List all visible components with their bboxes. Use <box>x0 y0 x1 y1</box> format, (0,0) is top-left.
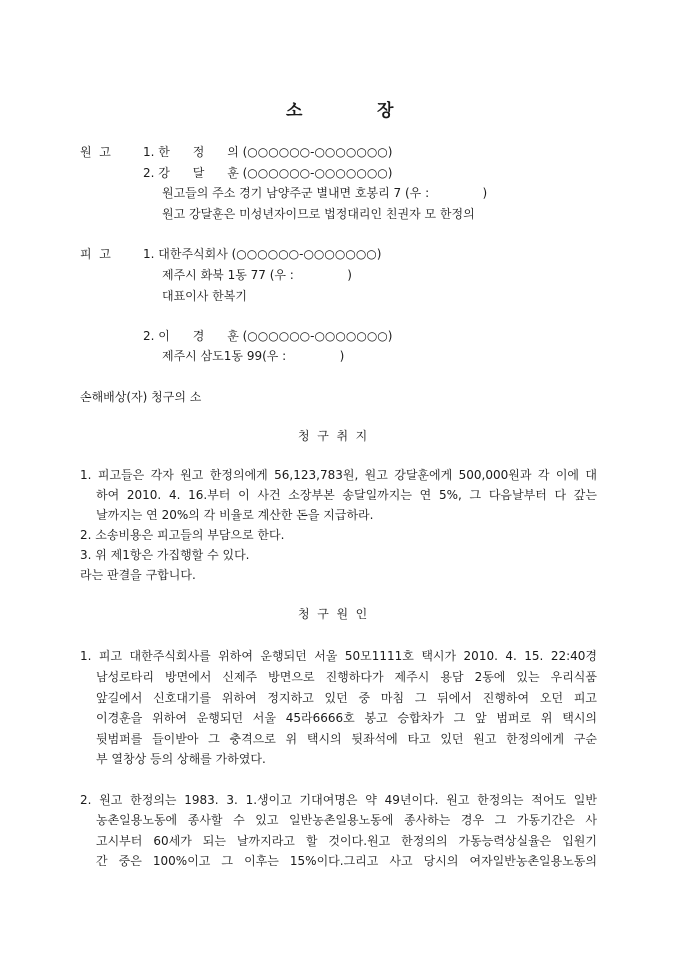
defendant-2: 2. 이 경 훈 (○○○○○○-○○○○○○○) <box>143 329 393 343</box>
defendants-label: 피 고 <box>80 247 111 261</box>
defendant-1-representative: 대표이사 한복기 <box>162 289 247 303</box>
claim-cause-item-1-line-2: 남성로타리 방면에서 신제주 방면으로 진행하다가 제주시 용담 2동에 있는 우리식품 <box>96 670 597 684</box>
claim-cause-item-1-line-4: 이경훈을 위하여 운행되던 서울 45라6666호 봉고 승합차가 그 앞 범퍼로 위 택시의 <box>96 711 597 725</box>
plaintiff-2: 2. 강 달 훈 (○○○○○○-○○○○○○○) <box>143 166 393 180</box>
claim-cause-item-2-line-2: 농촌일용노동에 종사할 수 있고 일반농촌일용노동에 종사하는 경우 그 가동기간은 사 <box>96 813 597 827</box>
defendant-2-address: 제주시 삼도1동 99(우 : ) <box>162 349 345 363</box>
case-name: 손해배상(자) 청구의 소 <box>80 390 202 404</box>
claim-purpose-item-1-line-3: 날까지는 연 20%의 각 비율로 계산한 돈을 지급하라. <box>96 508 374 522</box>
title-char-2: 장 <box>377 101 394 121</box>
claim-cause-heading: 청 구 원 인 <box>298 607 368 621</box>
claim-purpose-item-1-line-2: 하여 2010. 4. 16.부터 이 사건 소장부본 송달일까지는 연 5%, 그 다음날부터 다 갚는 <box>96 488 597 502</box>
claim-purpose-item-2: 2. 소송비용은 피고들의 부담으로 한다. <box>80 528 285 542</box>
claim-cause-item-2-line-4: 간 중은 100%이고 그 이후는 15%이다.그리고 사고 당시의 여자일반농촌일용노동의 <box>96 854 597 868</box>
claim-purpose-heading: 청 구 취 지 <box>298 429 368 443</box>
title-char-1: 소 <box>286 101 303 121</box>
plaintiffs-address: 원고들의 주소 경기 남양주군 별내면 호봉리 7 (우 : ) <box>162 186 488 200</box>
defendant-1-address: 제주시 화북 1동 77 (우 : ) <box>162 268 352 282</box>
claim-cause-item-1-line-1: 1. 피고 대한주식회사를 위하여 운행되던 서울 50모1111호 택시가 2010. 4. 15. 22:40경 <box>80 649 597 663</box>
claim-cause-item-2-line-3: 고시부터 60세가 되는 날까지라고 할 것이다.원고 한정의의 가동능력상실율은 입원기 <box>96 834 597 848</box>
plaintiffs-guardian-note: 원고 강달훈은 미성년자이므로 법정대리인 친권자 모 한정의 <box>162 207 475 221</box>
claim-cause-item-1-line-5: 뒷범퍼를 들이받아 그 충격으로 위 택시의 뒷좌석에 타고 있던 원고 한정의에게 구순 <box>96 732 597 746</box>
claim-purpose-item-3: 3. 위 제1항은 가집행할 수 있다. <box>80 548 250 562</box>
claim-purpose-item-1-line-1: 1. 피고들은 각자 원고 한정의에게 56,123,783원, 원고 강달훈에게 500,000원과 각 이에 대 <box>80 468 597 482</box>
claim-cause-item-1-line-6: 부 열창상 등의 상해를 가하였다. <box>96 752 266 766</box>
claim-cause-item-2-line-1: 2. 원고 한정의는 1983. 3. 1.생이고 기대여명은 약 49년이다. 원고 한정의는 적어도 일반 <box>80 793 597 807</box>
plaintiffs-label: 원 고 <box>80 145 111 159</box>
plaintiff-1: 1. 한 정 의 (○○○○○○-○○○○○○○) <box>143 145 393 159</box>
claim-purpose-closing: 라는 판결을 구합니다. <box>80 568 196 582</box>
defendant-1: 1. 대한주식회사 (○○○○○○-○○○○○○○) <box>143 247 382 261</box>
claim-cause-item-1-line-3: 앞길에서 신호대기를 위하여 정지하고 있던 중 마침 그 뒤에서 진행하여 오던 피고 <box>96 691 597 705</box>
